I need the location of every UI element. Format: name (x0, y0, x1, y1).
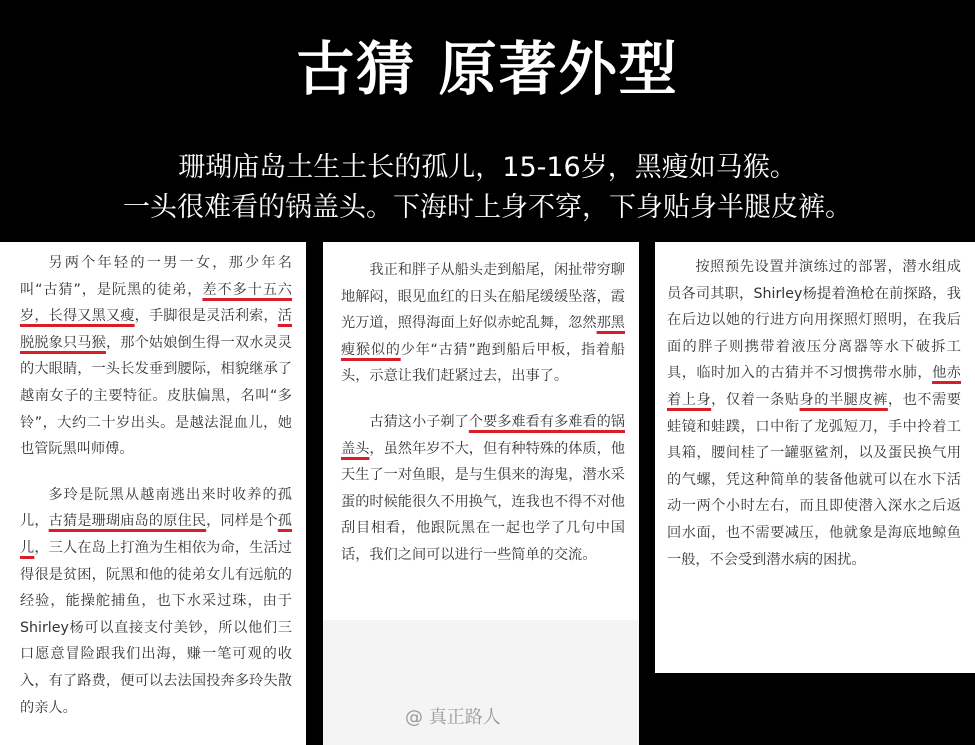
excerpt-paragraph (341, 409, 625, 569)
text-run: 我正和胖子从船头走到船尾，闲扯带穷聊地解闷，眼见血红的日头在船尾缓缓坠落，霞光万道，照得海面上好似赤蛇乱舞，忽然 (341, 262, 625, 332)
highlighted-text: 个要多难看有多难看的锅盖头 (341, 413, 625, 457)
text-run: 另两个年轻的一男一女，那少年名叫“古猜”，是阮黑的徒弟， (20, 255, 292, 298)
highlighted-text: 身的半腿皮裤 (799, 391, 888, 408)
highlighted-text: 孤儿 (20, 513, 292, 556)
text-run: 古猜这小子剃了 (369, 413, 469, 430)
text-run: ，三人在岛上打渔为生相依为命，生活过得很是贫困，阮黑和他的徒弟女儿有远航的经验，能操舵捕鱼，也下水采过珠，由于Shirley杨可以直接支付美钞，所以他们三口愿意冒险跟我们出海，赚一笔可观的收入，有了路费，便可以去法国投奔多玲失散的亲人。 (20, 539, 292, 716)
highlighted-text: 古猜是珊瑚庙岛的原住民 (48, 513, 207, 530)
subtitle-line-1: 珊瑚庙岛土生土长的孤儿，15-16岁，黑瘦如马猴。 (178, 152, 797, 183)
watermark: @ 真正路人 (405, 707, 501, 728)
text-run: ，那个姑娘倒生得一双水灵灵的大眼睛，一头长发垂到腰际，相貌继承了越南女子的主要特征。皮肤偏黑，名叫“多铃”，大约二十岁出头。是越法混血儿，她也管阮黑叫师傅。 (20, 334, 292, 458)
text-run: 按照预先设置并演练过的部署，潜水组成员各司其职，Shirley杨提着渔枪在前探路，我在后边以她的行进方向用探照灯照明，在我后面的胖子则携带着液压分离器等水下破拆工具，临时加入的古猜并不习惯携带水肺， (667, 259, 961, 382)
page-title: 古猜 原著外型 (296, 35, 679, 103)
highlighted-text: 活脱脱象只马猴 (20, 308, 292, 351)
highlighted-text: 他赤着上身 (667, 365, 961, 408)
excerpt-paragraph (20, 482, 292, 721)
text-run: 少年“古猜”跑到船后甲板，指着船头，示意让我们赶紧过去，出事了。 (341, 341, 625, 385)
text-run: ，同样是个 (206, 513, 278, 530)
text-run: 多玲是阮黑从越南逃出来时收养的孤儿， (20, 486, 292, 530)
excerpt-paragraph (341, 257, 625, 390)
text-run: ，仅着一条贴 (711, 391, 800, 408)
text-run: ，手脚很是灵活利索， (134, 308, 278, 325)
excerpt-panel-middle (323, 242, 639, 620)
text-run: ，虽然年岁不大，但有种特殊的体质，他天生了一对鱼眼，是与生俱来的海鬼，潜水采蛋的时候能很久不用换气，连我也不得不对他刮目相看，他跟阮黑在一起也学了几句中国话，我们之间可以进行一些简单的交流。 (341, 440, 625, 563)
excerpt-paragraph (20, 250, 292, 463)
excerpt-panel-left (0, 242, 306, 745)
excerpt-paragraph (667, 254, 961, 573)
text-run: ，也不需要蛙镜和蛙蹼，口中衔了龙弧短刀，手中拎着工具箱，腰间桂了一罐驱鲨剂，以及蛋民换气用的气螺，凭这种简单的装备他就可以在水下活动一两个小时左右，而且即使潜入深水之后返回水面，也不需要减压，他就象是海底地鲸鱼一般，不会受到潜水病的困扰。 (667, 391, 961, 568)
highlighted-text: 差不多十五六岁，长得又黑又瘦 (20, 281, 292, 325)
subtitle-line-2: 一头很难看的锅盖头。下海时上身不穿，下身贴身半腿皮裤。 (123, 192, 852, 223)
highlighted-text: 那黑瘦猴似的 (341, 315, 625, 358)
excerpt-panel-right (655, 242, 975, 673)
